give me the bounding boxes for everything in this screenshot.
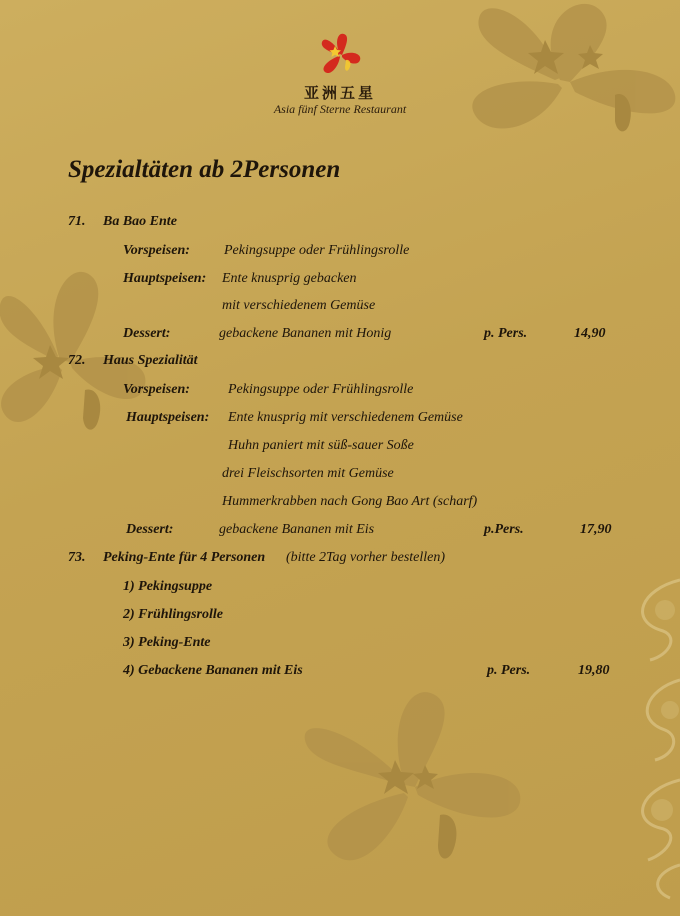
item-72-dessert-label: Dessert: xyxy=(126,522,174,537)
item-72-hauptspeisen-line-2: Huhn paniert mit süß-sauer Soße xyxy=(228,438,414,453)
item-73-name: Peking-Ente für 4 Personen xyxy=(103,550,266,565)
item-72-per-person: p.Pers. xyxy=(484,522,524,537)
flower-watermark-bottom xyxy=(300,685,530,885)
item-72-hauptspeisen-line-4: Hummerkrabben nach Gong Bao Art (scharf) xyxy=(222,494,478,509)
item-72-name: Haus Spezialität xyxy=(103,353,198,368)
item-72-vorspeisen-label: Vorspeisen: xyxy=(123,382,190,397)
item-73-note: (bitte 2Tag vorher bestellen) xyxy=(286,550,446,565)
item-72-price: 17,90 xyxy=(580,522,612,537)
item-71-dessert: gebackene Bananen mit Honig xyxy=(219,326,392,341)
item-73-per-person: p. Pers. xyxy=(487,663,531,678)
page-title: Spezialtäten ab 2Personen xyxy=(68,156,341,183)
item-72-vorspeisen: Pekingsuppe oder Frühlingsrolle xyxy=(228,382,414,397)
item-71-vorspeisen-label: Vorspeisen: xyxy=(123,243,190,258)
item-72-hauptspeisen-label: Hauptspeisen: xyxy=(126,410,210,425)
item-71-number: 71. xyxy=(68,214,86,229)
flower-watermark-top-right xyxy=(450,0,680,150)
item-72-hauptspeisen-line-1: Ente knusprig mit verschiedenem Gemüse xyxy=(228,410,463,425)
logo-chinese-name: 亚洲五星 xyxy=(303,84,376,102)
logo-restaurant-name: Asia fünf Sterne Restaurant xyxy=(273,102,407,116)
item-72-hauptspeisen-line-3: drei Fleischsorten mit Gemüse xyxy=(222,466,394,481)
item-71-price: 14,90 xyxy=(574,326,606,341)
item-73-number: 73. xyxy=(68,550,86,565)
item-71-per-person: p. Pers. xyxy=(484,326,528,341)
item-72-dessert: gebackene Bananen mit Eis xyxy=(219,522,375,537)
item-73-course-1: 1) Pekingsuppe xyxy=(123,579,213,594)
item-71-dessert-label: Dessert: xyxy=(123,326,171,341)
item-73-course-4: 4) Gebackene Bananen mit Eis xyxy=(123,663,303,678)
item-71-vorspeisen: Pekingsuppe oder Frühlingsrolle xyxy=(224,243,410,258)
item-71-name: Ba Bao Ente xyxy=(103,214,177,229)
item-71-hauptspeisen-line-1: Ente knusprig gebacken xyxy=(222,271,357,286)
item-73-course-3: 3) Peking-Ente xyxy=(123,635,211,650)
item-71-hauptspeisen-line-2: mit verschiedenem Gemüse xyxy=(222,298,376,313)
item-73-price: 19,80 xyxy=(578,663,610,678)
swirl-decoration-right xyxy=(620,560,680,900)
bauhinia-star-logo-icon xyxy=(318,30,362,78)
item-72-number: 72. xyxy=(68,353,86,368)
item-71-hauptspeisen-label: Hauptspeisen: xyxy=(123,271,207,286)
item-73-course-2: 2) Frühlingsrolle xyxy=(123,607,223,622)
